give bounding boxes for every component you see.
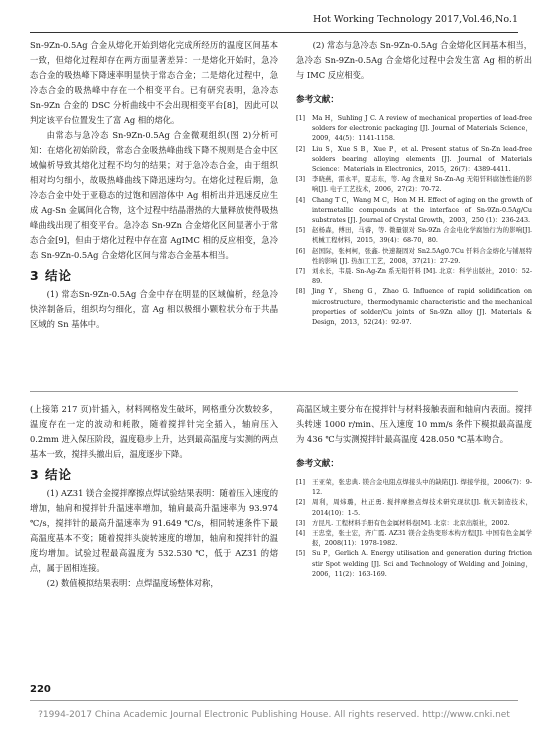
copyright-notice: ?1994-2017 China Academic Journal Electronic Publishing House. All rights reserved. http://www.cnki.net [38, 710, 510, 720]
reference-number: [5] [296, 549, 306, 558]
reference-number: [2] [296, 144, 306, 153]
section-heading: 3 结论 [30, 467, 73, 482]
reference-number: [3] [296, 518, 306, 527]
reference-number: [8] [296, 287, 306, 296]
running-header: Hot Working Technology 2017,Vol.46,No.1 [30, 14, 518, 33]
reference-text: 王亚荣，张忠典. 镁合金电阻点焊接头中的缺陷[J]. 焊接学报，2006(7)：9-12. [312, 478, 532, 497]
reference-number: [1] [296, 478, 306, 486]
page-number: 220 [30, 684, 51, 695]
reference-number: [6] [296, 246, 306, 255]
reference-number: [7] [296, 267, 306, 276]
reference-item [296, 518, 532, 528]
top-left-column [30, 38, 278, 332]
reference-number: [4] [296, 195, 306, 204]
paragraph: (2) 常态与急冷态 Sn-9Zn-0.5Ag 合金熔化区间基本相当，急冷态 Sn-9Zn-0.5Ag 合金熔化过程中会发生富 Ag 相的析出与 IMC 反应相变。 [296, 40, 532, 80]
reference-text: 方昆凡. 工程材料手册有色金属材料卷[M]. 北京：北京出版社，2002. [312, 518, 510, 527]
reference-number: [1] [296, 114, 306, 122]
reference-text: 周利，周炜璐，杜正勇. 搅拌摩擦点焊技术研究现状[J]. 航天制造技术，2014(10)：1-5. [312, 498, 532, 517]
reference-text: Jing Y，Sheng G，Zhao G. Influence of rapid solidification on microstructure，thermodynamic characteristic and the mechanical properties of solder/Cu joints of Sn-9Zn alloy [J]. Materials & Design，2013，52(24)：92-97. [312, 287, 532, 327]
reference-text: Liu S，Xue S B，Xue P，et al. Present status of Sn-Zn lead-free solders bearing alloying elements [J]. Journal of Materials Science：Materials in Electronics，2015，26(7)：4389-4411. [312, 144, 532, 174]
reference-item [296, 246, 532, 266]
section-heading: 3 结论 [30, 268, 73, 283]
reference-number: [3] [296, 175, 306, 184]
references-title: 参考文献： [296, 459, 339, 469]
footer-divider [30, 700, 518, 701]
paragraph: 由常态与急冷态 Sn-9Zn-0.5Ag 合金微观组织(图 2)分析可知：在熔化初始阶段，常态合金吸热峰曲线下降不规则是合金中区域偏析导致其熔化过程不均匀的结果；对于急冷态合金，由于组织相对均匀细小，故吸热峰曲线下降迅速均匀。在熔化过程后期，急冷态合金中处于亚稳态的过饱和固溶体中 Ag 相析出并迅速反应生成 Ag-Sn 金属间化合物，这个过程中结晶潜热的大量释放使得吸热峰曲线出现了相变平台。急冷态 Sn-9Zn 合金熔化区间显著小于常态合金[9]，但由于熔化过程中存在富 AgIMC 相的反应相变，急冷态 Sn-9Zn-0.5Ag 合金熔化区间与常态合金基本相当。 [30, 130, 278, 260]
reference-item [296, 113, 532, 144]
bottom-left-column [30, 402, 278, 591]
reference-item [296, 528, 532, 548]
reference-number: [5] [296, 226, 306, 235]
reference-item [296, 266, 532, 286]
bottom-right-column [296, 402, 532, 579]
reference-list [296, 113, 532, 327]
paragraph: Sn-9Zn-0.5Ag 合金从熔化开始到熔化完成所经历的温度区间基本一致，但熔化过程却存在两方面显著差异：一是熔化开始时，急冷态合金的吸热峰下降速率明显快于常态合金；二是熔化过程中，急冷态合金的吸热峰中存在一个相变平台。已有研究表明，急冷态 Sn-9Zn 合金的 DSC 分析曲线中不会出现相变平台[8]，因此可以判定该平台位置发生了富 Ag 相的熔化。 [30, 40, 278, 125]
reference-text: 赵国际，张柯柯，张鑫. 快速凝固对 Sn2.5Ag0.7Cu 钎料合金熔化与铺展特性的影响 [J]. 热加工工艺，2008，37(21)：27-29. [312, 246, 532, 265]
reference-number: [4] [296, 529, 306, 538]
reference-text: Ma H，Suhling J C. A review of mechanical properties of lead-free solders for electronic packaging [J]. Journal of Materials Science，2009，44(5)：1141-1158. [312, 114, 532, 143]
reference-text: 刘永长，韦晨. Sn-Ag-Zn 系无铅钎料 [M]. 北京：科学出版社，2010：52-89. [312, 267, 532, 286]
paragraph: (上接第 217 页)针插入，材料网格发生破坏，网格重分次数较多，温度存在一定的波动和耗散，随着搅拌针完全插入，轴肩压入 0.2mm 进入保压阶段，温度稳步上升，达到最高温度与实测的两点基本一致，搅拌头撤出后，温度逐步下降。 [30, 404, 278, 459]
reference-item [296, 174, 532, 194]
paragraph: 高温区域主要分布在搅拌针与材料接触表面和轴肩内表面。搅拌头转速 1000 r/min、压入速度 10 mm/s 条件下模拟最高温度为 436 ℃与实测搅拌针最高温度 428.050 ℃基本吻合。 [296, 404, 532, 444]
reference-item [296, 144, 532, 175]
reference-item [296, 225, 532, 245]
reference-number: [2] [296, 498, 306, 507]
reference-text: 李晓燕，雷永平，夏志东，等. Ag 含量对 Sn-Zn-Ag 无铅钎料腐蚀性能的影响[J]. 电子工艺技术，2006，27(2)：70-72. [312, 175, 532, 194]
references-title: 参考文献： [296, 95, 339, 105]
paragraph: (1) AZ31 镁合金搅拌摩擦点焊试验结果表明：随着压入速度的增加，轴肩和搅拌针升温速率增加，轴肩最高升温速率为 93.974 ℃/s，搅拌针的最高升温速率为 91.649 ℃/s，相同转速条件下最高温度基本不变；随着搅拌头旋转速度的增加，轴肩和搅拌针的温度均增加。试验过程最高温度为 532.530 ℃，低于 AZ31 的熔点，属于固相连接。 [30, 488, 278, 573]
reference-item [296, 286, 532, 327]
reference-item [296, 477, 532, 497]
paragraph: (2) 数值模拟结果表明：点焊温度场整体对称， [46, 578, 219, 588]
reference-text: Chang T C，Wang M C，Hon M H. Effect of aging on the growth of intermetallic compounds at the interface of Sn-9Zn-0.5Ag/Cu substrates [J]. Journal of Crystal Growth，2003，250 (1)：236-243. [312, 195, 532, 225]
reference-item [296, 548, 532, 579]
top-right-column [296, 38, 532, 327]
article-divider [30, 391, 518, 392]
reference-text: 赵杨森，傅田，马睿，等. 微量银对 Sn-9Zn 合金电化学腐蚀行为的影响[J]. 机械工程材料，2015，39(4)：68-70，80. [312, 226, 532, 245]
reference-item [296, 195, 532, 226]
paragraph: (1) 常态Sn-9Zn-0.5Ag 合金中存在明显的区域偏析，经急冷快淬制备后，组织均匀细化，富 Ag 相以极细小颗粒状分布于共晶区域的 Sn 基体中。 [30, 289, 278, 329]
reference-text: Su P，Gerlich A. Energy utilisation and generation during friction stir Spot welding [J]. Sci and Technology of Welding and Joining，2006，11(2)：163-169. [312, 549, 532, 578]
reference-item [296, 497, 532, 517]
reference-list [296, 477, 532, 579]
reference-text: 王忠堂，张士宏，齐广霞. AZ31 镁合金热变形本构方程[J]. 中国有色金属学报，2008(11)：1978-1982. [312, 529, 532, 548]
